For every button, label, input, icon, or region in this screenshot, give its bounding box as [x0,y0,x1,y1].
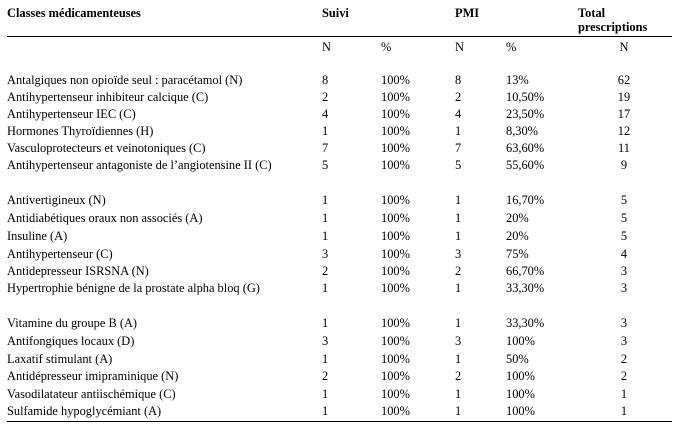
cell-classe: Antidépresseur imipraminique (N) [7,369,179,383]
cell-pmi-pct: 20% [506,229,529,243]
cell-pmi-pct: 16,70% [506,193,545,207]
cell-total: 62 [617,73,631,87]
cell-pmi-pct: 50% [506,352,529,366]
cell-pmi-n: 1 [455,193,462,207]
cell-suivi-pct: 100% [381,141,410,155]
cell-total: 2 [620,352,628,366]
cell-classe: Antidiabétiques oraux non associés (A) [7,211,203,225]
cell-classe: Antihypertenseur (C) [7,247,113,261]
cell-total: 12 [617,124,631,138]
cell-pmi-n: 2 [455,369,462,383]
cell-pmi-pct: 100% [506,334,535,348]
cell-classe: Laxatif stimulant (A) [7,352,113,366]
cell-classe: Antifongiques locaux (D) [7,334,135,348]
cell-suivi-n: 3 [322,334,329,348]
cell-total: 1 [620,387,628,401]
subheader-suivi-n: N [322,40,331,54]
cell-total: 5 [620,193,628,207]
cell-pmi-n: 7 [455,141,462,155]
cell-pmi-n: 1 [455,211,462,225]
cell-classe: Vitamine du groupe B (A) [7,316,138,330]
cell-pmi-n: 2 [455,90,462,104]
subheader-total-n: N [619,40,629,54]
cell-pmi-pct: 63,60% [506,141,545,155]
header-rule [7,36,672,37]
cell-suivi-n: 1 [322,281,329,295]
cell-pmi-n: 3 [455,247,462,261]
cell-pmi-pct: 55,60% [506,158,545,172]
cell-suivi-pct: 100% [381,73,410,87]
cell-suivi-n: 1 [322,229,329,243]
cell-suivi-n: 1 [322,387,329,401]
cell-suivi-pct: 100% [381,387,410,401]
cell-classe: Antivertigineux (N) [7,193,106,207]
cell-suivi-n: 7 [322,141,329,155]
cell-classe: Sulfamide hypoglycémiant (A) [7,404,162,418]
header-classes: Classes médicamenteuses [7,6,141,20]
header-suivi: Suivi [322,6,349,20]
cell-total: 2 [620,369,628,383]
cell-pmi-n: 4 [455,107,462,121]
cell-pmi-pct: 23,50% [506,107,545,121]
cell-pmi-n: 1 [455,124,462,138]
cell-suivi-pct: 100% [381,369,410,383]
cell-classe: Vasculoprotecteurs et veinotoniques (C) [7,141,206,155]
cell-suivi-pct: 100% [381,404,410,418]
cell-suivi-pct: 100% [381,264,410,278]
cell-suivi-n: 4 [322,107,329,121]
cell-total: 11 [618,141,630,155]
cell-pmi-n: 1 [455,404,462,418]
cell-suivi-pct: 100% [381,193,410,207]
cell-pmi-pct: 10,50% [506,90,545,104]
cell-classe: Vasodilatateur antiischémique (C) [7,387,176,401]
cell-classe: Antidepresseur ISRSNA (N) [7,264,149,278]
cell-suivi-pct: 100% [381,281,410,295]
cell-classe: Antihypertenseur inhibiteur calcique (C) [7,90,209,104]
subheader-pmi-pct: % [506,40,517,54]
cell-pmi-n: 1 [455,229,462,243]
cell-pmi-pct: 20% [506,211,529,225]
cell-suivi-pct: 100% [381,229,410,243]
cell-pmi-pct: 33,30% [506,281,545,295]
cell-pmi-n: 2 [455,264,462,278]
subheader-pmi-n: N [455,40,464,54]
cell-pmi-pct: 100% [506,369,535,383]
cell-pmi-n: 1 [455,281,462,295]
cell-total: 1 [620,404,628,418]
cell-pmi-pct: 75% [506,247,529,261]
cell-total: 3 [620,334,628,348]
cell-total: 3 [620,316,628,330]
cell-pmi-pct: 8,30% [506,124,539,138]
cell-suivi-n: 1 [322,193,329,207]
cell-suivi-n: 2 [322,369,329,383]
cell-classe: Hormones Thyroïdiennes (H) [7,124,154,138]
cell-suivi-n: 1 [322,352,329,366]
cell-suivi-n: 1 [322,316,329,330]
cell-pmi-n: 1 [455,387,462,401]
cell-pmi-pct: 33,30% [506,316,545,330]
cell-pmi-pct: 66,70% [506,264,545,278]
cell-suivi-pct: 100% [381,352,410,366]
bottom-rule [7,421,672,422]
cell-classe: Antihypertenseur IEC (C) [7,107,136,121]
cell-pmi-pct: 100% [506,387,535,401]
cell-suivi-pct: 100% [381,247,410,261]
cell-suivi-pct: 100% [381,334,410,348]
cell-suivi-n: 8 [322,73,329,87]
header-total: Total prescriptions [578,6,648,34]
cell-suivi-n: 1 [322,404,329,418]
cell-total: 17 [617,107,631,121]
cell-pmi-n: 8 [455,73,462,87]
cell-suivi-n: 5 [322,158,329,172]
cell-pmi-n: 5 [455,158,462,172]
cell-pmi-pct: 100% [506,404,535,418]
cell-total: 9 [620,158,628,172]
cell-suivi-n: 2 [322,264,329,278]
cell-suivi-n: 2 [322,90,329,104]
cell-suivi-n: 3 [322,247,329,261]
cell-pmi-n: 3 [455,334,462,348]
cell-classe: Insuline (A) [7,229,68,243]
cell-suivi-n: 1 [322,211,329,225]
cell-classe: Antalgiques non opioïde seul : paracétamol (N) [7,73,243,87]
cell-classe: Hypertrophie bénigne de la prostate alpha bloq (G) [7,281,260,295]
cell-total: 3 [620,264,628,278]
cell-total: 5 [620,229,628,243]
cell-suivi-pct: 100% [381,316,410,330]
cell-suivi-pct: 100% [381,107,410,121]
cell-total: 4 [620,247,628,261]
cell-pmi-n: 1 [455,316,462,330]
header-pmi: PMI [455,6,480,20]
cell-total: 3 [620,281,628,295]
cell-suivi-pct: 100% [381,124,410,138]
cell-suivi-pct: 100% [381,90,410,104]
cell-total: 5 [620,211,628,225]
cell-suivi-n: 1 [322,124,329,138]
cell-classe: Antihypertenseur antagoniste de l’angiotensine II (C) [7,158,272,172]
cell-suivi-pct: 100% [381,158,410,172]
cell-suivi-pct: 100% [381,211,410,225]
subheader-suivi-pct: % [381,40,392,54]
cell-pmi-n: 1 [455,352,462,366]
cell-total: 19 [617,90,631,104]
cell-pmi-pct: 13% [506,73,529,87]
